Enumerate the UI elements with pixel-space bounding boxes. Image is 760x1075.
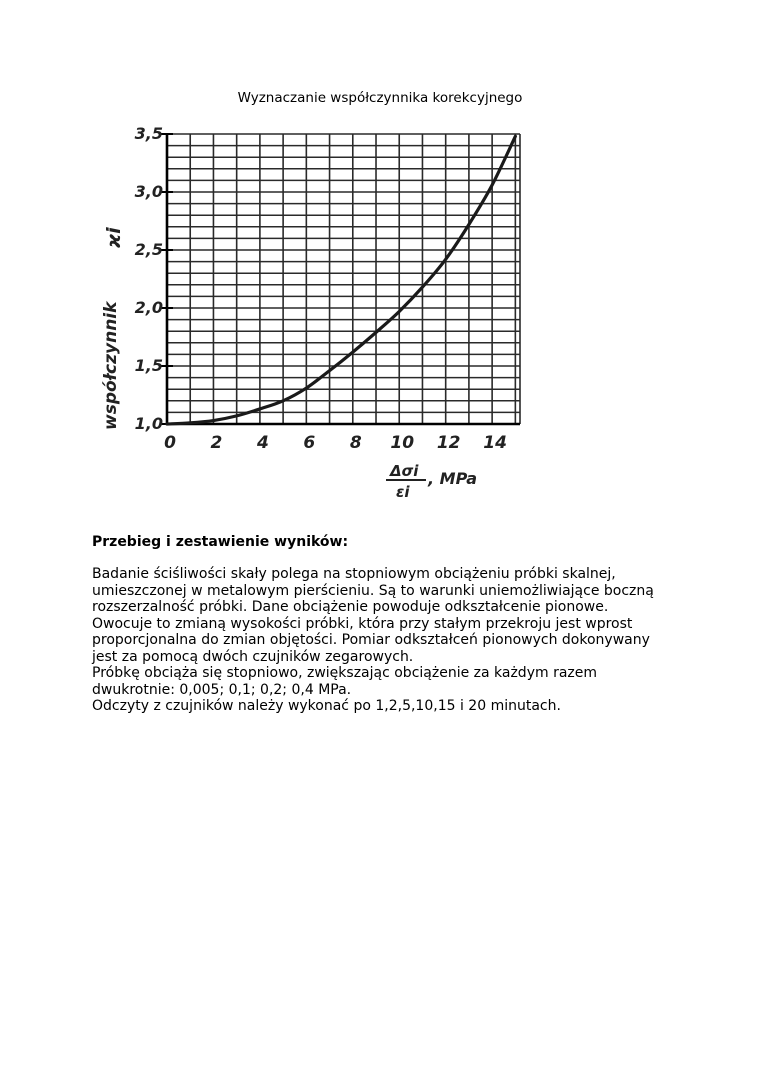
x-axis-label-unit: , MPa <box>428 469 478 488</box>
x-tick-label: 6 <box>303 433 316 453</box>
x-tick-label: 0 <box>164 433 176 453</box>
y-tick-label: 1,5 <box>134 356 163 375</box>
x-tick-labels <box>164 433 507 453</box>
y-tick-labels <box>135 124 163 433</box>
x-tick-label: 12 <box>436 433 461 453</box>
y-tick-label: 2,5 <box>134 240 163 259</box>
body-line: rozszerzalność próbki. Dane obciążenie powoduje odkształcenie pionowe. <box>92 599 609 615</box>
x-tick-label: 2 <box>210 433 223 453</box>
section-heading: Przebieg i zestawienie wyników: <box>92 534 349 550</box>
body-line: Odczyty z czujników należy wykonać po 1,2,5,10,15 i 20 minutach. <box>92 698 561 714</box>
chart-axes <box>161 134 520 424</box>
y-axis-symbol: ϰi <box>103 227 125 248</box>
x-tick-label: 8 <box>349 433 362 453</box>
y-axis-label: współczynnik <box>101 301 121 430</box>
body-line: Próbkę obciąża się stopniowo, zwiększając obciążenie za każdym razem <box>92 665 598 681</box>
body-line: proporcjonalna do zmian objętości. Pomiar odkształceń pionowych dokonywany <box>92 632 650 648</box>
chart-grid <box>167 134 520 424</box>
body-line: dwukrotnie: 0,005; 0,1; 0,2; 0,4 MPa. <box>92 681 352 698</box>
y-tick-label: 2,0 <box>134 298 163 317</box>
body-line: umieszczonej w metalowym pierścieniu. Są to warunki uniemożliwiające boczną <box>92 582 654 599</box>
x-axis-label-numerator: Δσi <box>390 462 419 480</box>
series-line-curve <box>167 136 515 424</box>
section-body <box>92 566 712 715</box>
correction-coefficient-chart <box>90 112 540 507</box>
page-title: Wyznaczanie współczynnika korekcyjnego <box>237 90 523 106</box>
body-line: jest za pomocą dwóch czujników zegarowych. <box>92 648 414 665</box>
body-line: Badanie ściśliwości skały polega na stopniowym obciążeniu próbki skalnej, <box>92 566 616 582</box>
y-tick-label: 3,0 <box>134 182 163 201</box>
x-tick-label: 14 <box>483 433 507 453</box>
y-tick-label: 3,5 <box>134 124 163 143</box>
y-tick-label: 1,0 <box>134 414 163 433</box>
x-axis-label-denominator: εi <box>396 483 410 501</box>
x-tick-label: 10 <box>390 433 415 453</box>
body-line: Owocuje to zmianą wysokości próbki, która przy stałym przekroju jest wprost <box>92 615 633 632</box>
x-tick-label: 4 <box>256 433 269 453</box>
